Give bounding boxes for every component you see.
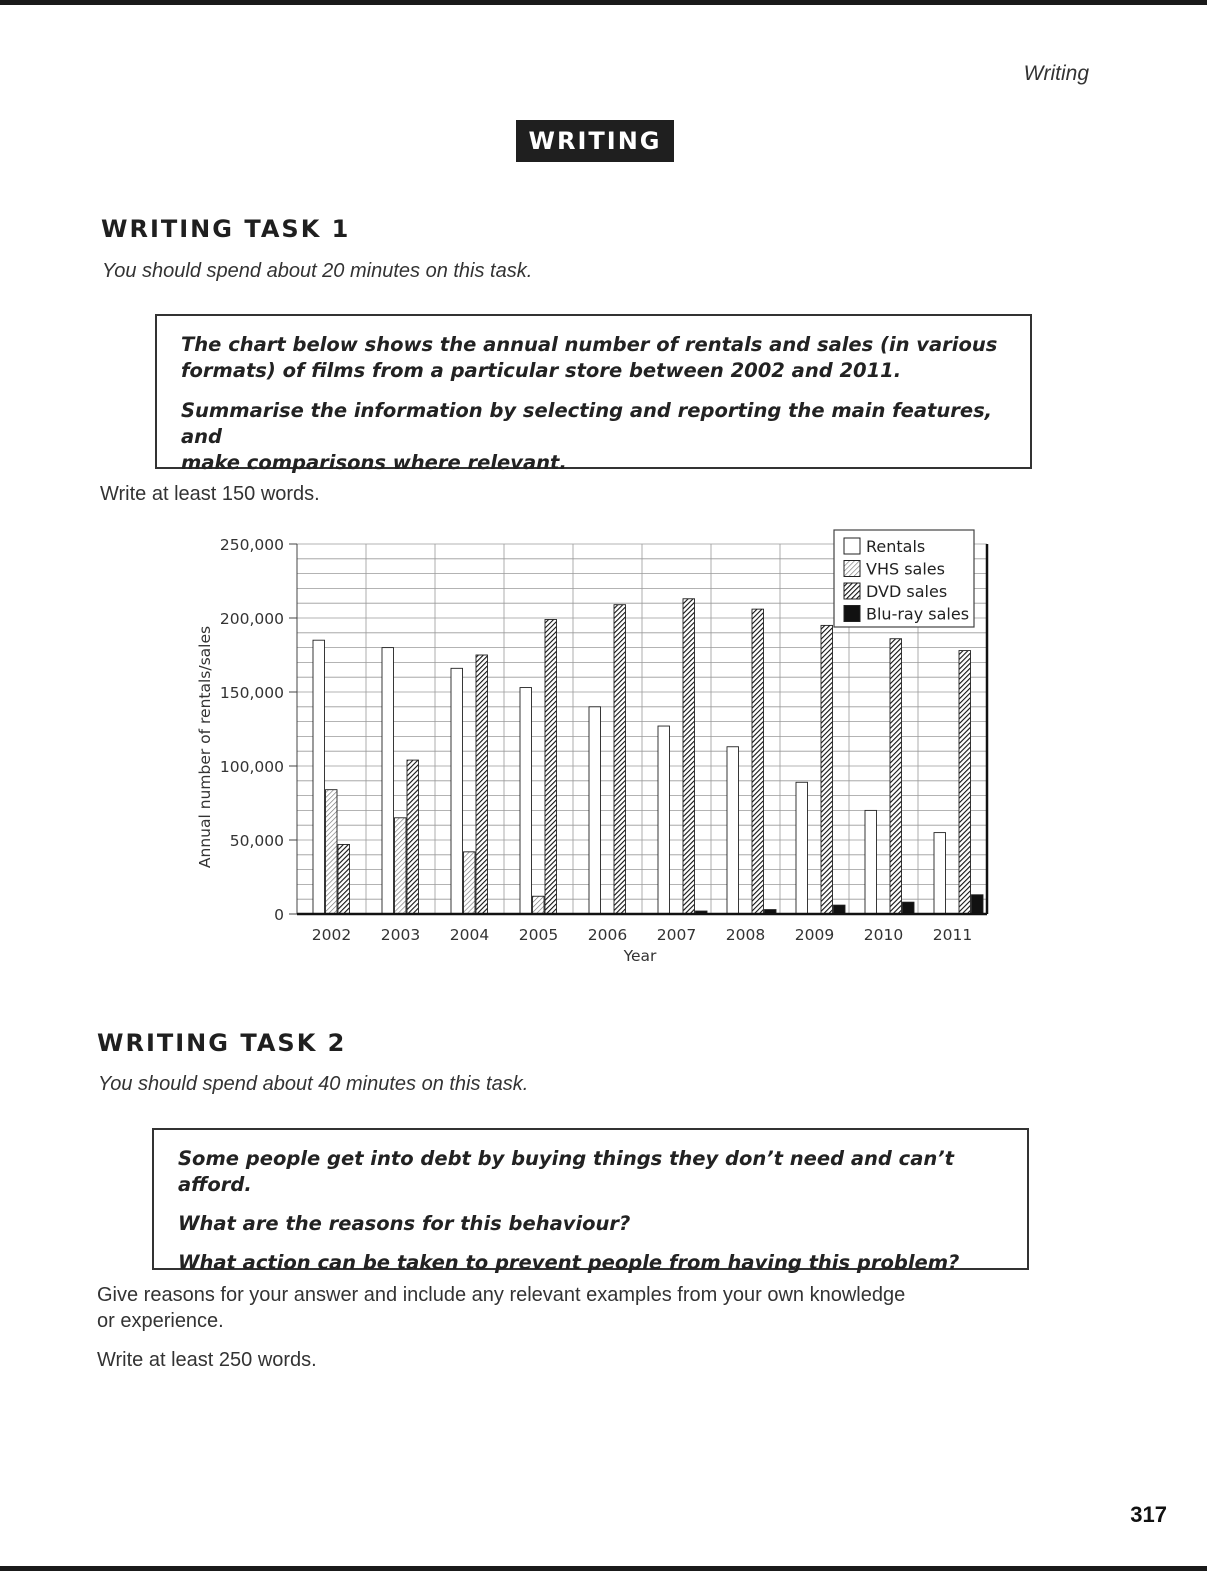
bar-rentals-2011 <box>934 833 946 914</box>
section-banner: WRITING <box>516 120 674 162</box>
task1-prompt-box <box>155 314 1032 474</box>
task2-instruction-line: or experience. <box>97 1310 224 1332</box>
bar-dvd-sales-2006 <box>614 605 626 914</box>
legend-label: Blu-ray sales <box>866 604 970 624</box>
legend-swatch <box>844 583 860 599</box>
x-tick-label: 2003 <box>380 926 421 944</box>
task2-prompt-line: What action can be taken to prevent people from having this problem? <box>178 1251 960 1274</box>
bar-rentals-2004 <box>451 668 463 914</box>
task1-time-note: You should spend about 20 minutes on this task. <box>102 260 533 282</box>
running-head: Writing <box>1023 62 1089 85</box>
task1-prompt-line: The chart below shows the annual number of rentals and sales (in various <box>181 333 998 356</box>
chart-bars <box>313 599 983 914</box>
bar-dvd-sales-2003 <box>407 760 419 914</box>
legend-swatch <box>844 538 860 554</box>
bar-rentals-2008 <box>727 747 739 914</box>
bar-blu-ray-sales-2010 <box>903 902 915 914</box>
bar-vhs-sales-2005 <box>533 896 545 914</box>
x-axis-label: Year <box>623 947 657 965</box>
bar-blu-ray-sales-2009 <box>834 905 846 914</box>
x-tick-label: 2008 <box>725 926 766 944</box>
bottom-rule <box>0 1566 1207 1571</box>
bar-rentals-2003 <box>382 648 394 914</box>
x-tick-label: 2009 <box>794 926 835 944</box>
x-tick-label: 2005 <box>518 926 559 944</box>
y-tick-label: 250,000 <box>219 536 284 554</box>
chart-legend <box>834 530 974 627</box>
bar-vhs-sales-2003 <box>395 818 407 914</box>
x-tick-labels <box>312 926 972 944</box>
task1-prompt-line: formats) of films from a particular store between 2002 and 2011. <box>181 359 902 382</box>
bar-dvd-sales-2010 <box>890 639 902 914</box>
bar-dvd-sales-2009 <box>821 625 833 914</box>
legend-label: VHS sales <box>866 559 945 579</box>
x-tick-label: 2011 <box>932 926 973 944</box>
x-tick-label: 2007 <box>656 926 697 944</box>
bar-rentals-2010 <box>865 810 877 914</box>
y-axis-label: Annual number of rentals/sales <box>196 625 214 869</box>
bar-dvd-sales-2007 <box>683 599 695 914</box>
x-tick-label: 2006 <box>587 926 628 944</box>
y-tick-label: 50,000 <box>229 832 284 850</box>
x-tick-label: 2002 <box>311 926 352 944</box>
legend-label: Rentals <box>866 537 926 556</box>
task2-word-count: Write at least 250 words. <box>97 1349 317 1371</box>
bar-vhs-sales-2004 <box>464 852 476 914</box>
task2-prompt-line: What are the reasons for this behaviour? <box>178 1212 631 1235</box>
bar-rentals-2005 <box>520 688 532 914</box>
rentals-sales-chart <box>190 522 1000 972</box>
x-tick-label: 2004 <box>449 926 490 944</box>
bar-rentals-2006 <box>589 707 601 914</box>
task2-prompt-box <box>152 1128 1029 1274</box>
bar-dvd-sales-2005 <box>545 619 557 914</box>
legend-swatch <box>844 561 860 577</box>
task1-word-count: Write at least 150 words. <box>100 483 320 505</box>
legend-swatch <box>844 606 860 622</box>
task1-heading: WRITING TASK 1 <box>101 215 351 243</box>
y-tick-label: 150,000 <box>219 684 284 702</box>
y-tick-label: 0 <box>274 906 284 924</box>
y-tick-label: 100,000 <box>219 758 284 776</box>
bar-blu-ray-sales-2011 <box>972 895 984 914</box>
y-tick-label: 200,000 <box>219 610 284 628</box>
bar-dvd-sales-2008 <box>752 609 764 914</box>
bar-dvd-sales-2011 <box>959 651 971 914</box>
bar-rentals-2009 <box>796 782 808 914</box>
bar-dvd-sales-2002 <box>338 844 350 914</box>
bar-rentals-2002 <box>313 640 325 914</box>
task2-heading: WRITING TASK 2 <box>97 1029 347 1057</box>
task1-prompt-line: make comparisons where relevant. <box>181 451 567 474</box>
x-tick-label: 2010 <box>863 926 904 944</box>
y-tick-labels <box>220 536 284 924</box>
top-rule <box>0 0 1207 5</box>
task1-prompt-line: Summarise the information by selecting and reporting the main features, and <box>181 399 993 448</box>
bar-rentals-2007 <box>658 726 670 914</box>
task2-instruction <box>97 1282 905 1334</box>
bar-vhs-sales-2002 <box>326 790 338 914</box>
task2-prompt-line: Some people get into debt by buying things they don’t need and can’t afford. <box>178 1147 954 1196</box>
page-number: 317 <box>1130 1502 1167 1527</box>
task2-time-note: You should spend about 40 minutes on this task. <box>98 1073 529 1095</box>
legend-label: DVD sales <box>866 582 948 601</box>
task2-instruction-line: Give reasons for your answer and include any relevant examples from your own knowledge <box>97 1284 906 1306</box>
bar-dvd-sales-2004 <box>476 655 488 914</box>
